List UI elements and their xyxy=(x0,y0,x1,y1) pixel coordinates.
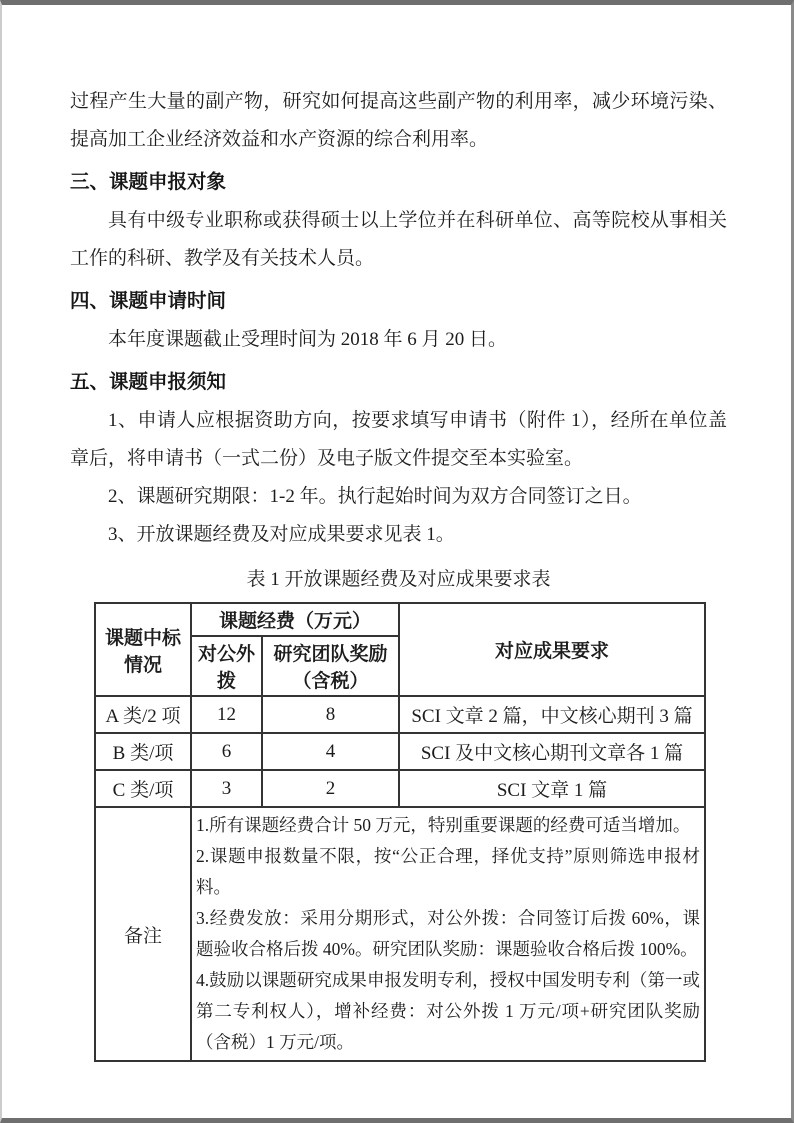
section-4-paragraph: 本年度课题截止受理时间为 2018 年 6 月 20 日。 xyxy=(108,329,508,350)
section-3-paragraph: 具有中级专业职称或获得硕士以上学位并在科研单位、高等院校从事相关工作的科研、教学及有关技术人员。 xyxy=(70,210,727,269)
row-c-public: 3 xyxy=(191,770,262,807)
note-1: 1.所有课题经费合计 50 万元，特别重要课题的经费可适当增加。 xyxy=(196,815,691,835)
note-3: 3.经费发放：采用分期形式，对公外拨：合同签订后拨 60%，课题验收合格后拨 40%。研究团队奖励：课题验收合格后拨 100%。 xyxy=(196,908,701,959)
table-row-c xyxy=(95,770,705,807)
notes-cell xyxy=(191,807,705,1061)
table-header-row-1 xyxy=(95,603,705,636)
row-b-outcome: SCI 及中文核心期刊文章各 1 篇 xyxy=(399,733,705,770)
row-a-category: A 类/2 项 xyxy=(95,696,191,733)
row-c-reward: 2 xyxy=(262,770,399,807)
row-a-public: 12 xyxy=(191,696,262,733)
section-5-item-3: 3、开放课题经费及对应成果要求见表 1。 xyxy=(108,524,455,545)
note-2: 2.课题申报数量不限，按“公正合理，择优支持”原则筛选申报材料。 xyxy=(196,846,701,897)
table-row-b xyxy=(95,733,705,770)
section-4-heading: 四、课题申请时间 xyxy=(70,291,227,312)
section-5-heading: 五、课题申报须知 xyxy=(70,372,227,393)
table-notes-row xyxy=(95,807,705,1061)
row-a-outcome: SCI 文章 2 篇，中文核心期刊 3 篇 xyxy=(399,696,705,733)
section-3-heading: 三、课题申报对象 xyxy=(70,172,227,193)
header-public-transfer: 对公外拨 xyxy=(191,636,262,696)
section-5-item-1: 1、申请人应根据资助方向，按要求填写申请书（附件 1），经所在单位盖章后，将申请书（一式二份）及电子版文件提交至本实验室。 xyxy=(70,410,727,469)
header-outcome: 对应成果要求 xyxy=(399,603,705,696)
funding-requirements-table xyxy=(94,602,706,1062)
header-bid-status: 课题中标情况 xyxy=(95,603,191,696)
note-4: 4.鼓励以课题研究成果申报发明专利，授权中国发明专利（第一或第二专利权人），增补经费：对公外拨 1 万元/项+研究团队奖励（含税）1 万元/项。 xyxy=(196,970,701,1052)
row-b-category: B 类/项 xyxy=(95,733,191,770)
paragraph-continuation: 过程产生大量的副产物，研究如何提高这些副产物的利用率，减少环境污染、提高加工企业经济效益和水产资源的综合利用率。 xyxy=(70,91,727,150)
page-content xyxy=(2,5,791,1062)
header-team-reward: 研究团队奖励（含税） xyxy=(262,636,399,696)
row-b-public: 6 xyxy=(191,733,262,770)
section-5-item-2: 2、课题研究期限：1-2 年。执行起始时间为双方合同签订之日。 xyxy=(108,486,642,507)
row-a-reward: 8 xyxy=(262,696,399,733)
row-c-category: C 类/项 xyxy=(95,770,191,807)
row-b-reward: 4 xyxy=(262,733,399,770)
notes-label: 备注 xyxy=(95,807,191,1061)
row-c-outcome: SCI 文章 1 篇 xyxy=(399,770,705,807)
table-row-a xyxy=(95,696,705,733)
table-caption: 表 1 开放课题经费及对应成果要求表 xyxy=(246,569,551,590)
header-funding-group: 课题经费（万元） xyxy=(191,603,399,636)
